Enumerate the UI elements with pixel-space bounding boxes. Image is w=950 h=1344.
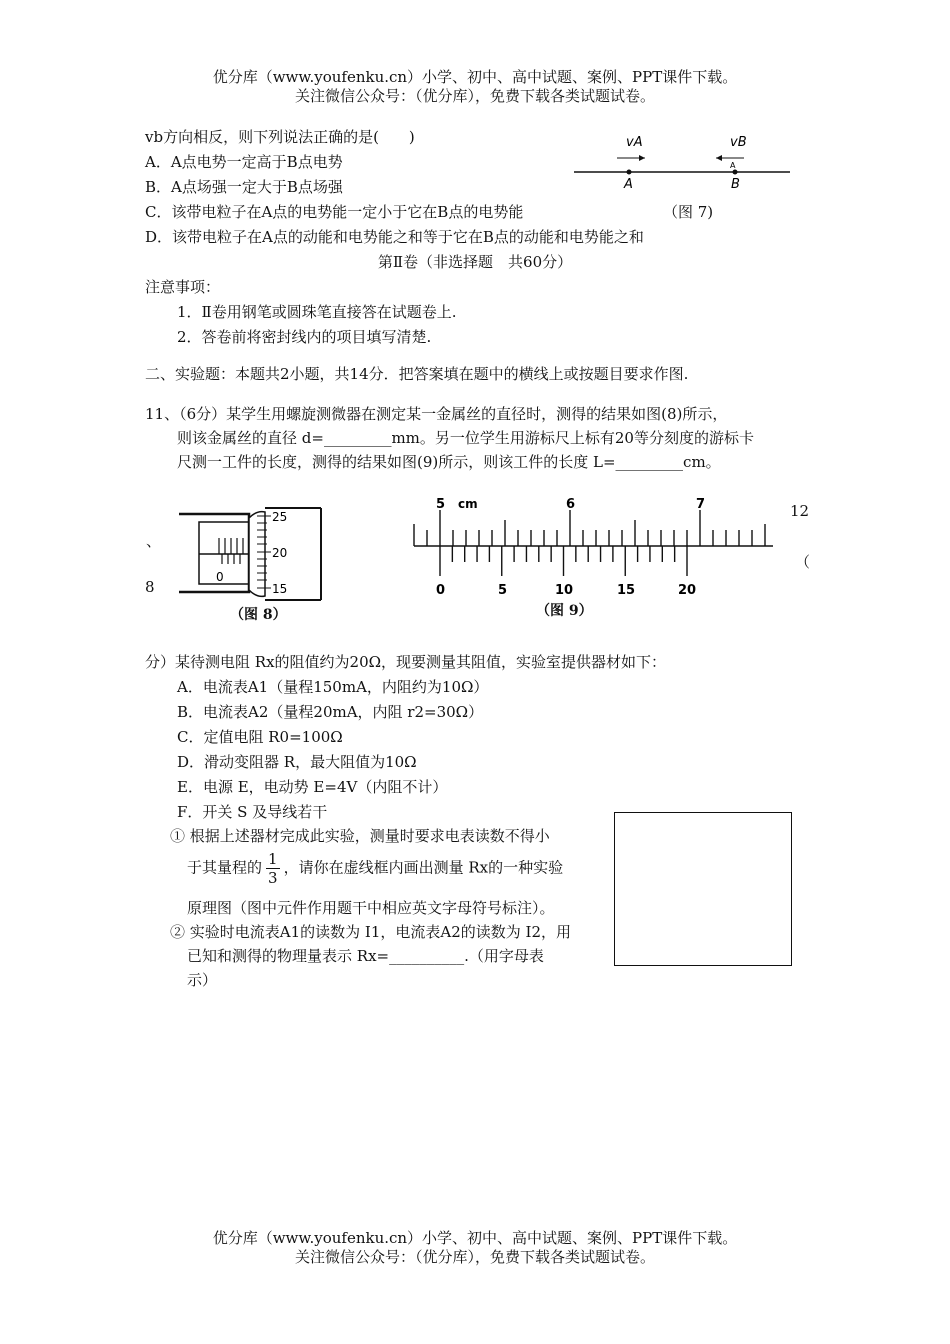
q12-sub2-line-a: ② 实验时电流表A1的读数为 I1，电流表A2的读数为 I2，用: [170, 923, 571, 941]
vernier-label-15: 15: [617, 583, 636, 598]
sleeve-label-0: 0: [216, 570, 224, 584]
fraction-numerator: 1: [268, 850, 278, 868]
side-paren: （: [795, 553, 811, 571]
figure-8-micrometer: [175, 502, 330, 602]
header-line-1: 优分库（www.youfenku.cn）小学、初中、高中试题、案例、PPT课件下载。: [212, 68, 738, 86]
label-point-b: B: [731, 177, 740, 192]
q10-stem: vb方向相反，则下列说法正确的是( ): [145, 128, 415, 146]
figure-7: [570, 128, 800, 198]
label-va: vA: [626, 135, 643, 150]
point-b-dot: [733, 170, 738, 175]
q12-sub1-line-a: ① 根据上述器材完成此实验，测量时要求电表读数不得小: [170, 827, 550, 845]
q10-option-c: C．该带电粒子在A点的电势能一定小于它在B点的电势能: [145, 203, 524, 221]
q12-intro: 分）某待测电阻 Rx的阻值约为20Ω，现要测量其阻值，实验室提供器材如下：: [145, 653, 667, 671]
sleeve-ticks: [219, 538, 243, 564]
micrometer-sleeve: [199, 522, 249, 584]
thimble-label-20: 20: [272, 546, 288, 560]
q12-option-f: F．开关 S 及导线若干: [177, 803, 328, 821]
q10-option-a: A．A点电势一定高于B点电势: [145, 153, 343, 171]
q12-sub1-line-b: [187, 850, 563, 887]
main-label-5: 5: [436, 497, 446, 512]
circuit-drawing-box[interactable]: [614, 812, 792, 966]
q12-sub1-post: ，请你在虚线框内画出测量 Rx的一种实验: [283, 858, 564, 877]
q12-option-e: E．电源 E，电动势 E=4V（内阻不计）: [177, 778, 448, 796]
fraction-denominator: 3: [268, 869, 278, 887]
section-title: 二、实验题：本题共2小题，共14分．把答案填在题中的横线上或按题目要求作图.: [145, 365, 689, 383]
label-small-a: A: [730, 161, 736, 170]
q10-option-d: D．该带电粒子在A点的动能和电势能之和等于它在B点的动能和电势能之和: [145, 228, 644, 246]
note-1: 1．Ⅱ卷用钢笔或圆珠笔直接答在试题卷上.: [177, 303, 457, 321]
side-number-12: 12: [790, 502, 810, 520]
label-vb: vB: [730, 135, 747, 150]
part2-title: 第Ⅱ卷（非选择题 共60分）: [377, 253, 573, 271]
figure-7-caption: （图 7): [663, 203, 714, 221]
q12-sub2-line-b: 已知和测得的物理量表示 Rx=__________.（用字母表: [187, 947, 544, 965]
figure-9-vernier: [408, 496, 780, 600]
fraction-one-third: [266, 850, 280, 887]
micrometer-frame: [179, 514, 249, 592]
thimble-label-25: 25: [272, 510, 288, 524]
q12-option-a: A．电流表A1（量程150mA，内阻约为10Ω）: [177, 678, 489, 696]
main-label-7: 7: [696, 497, 706, 512]
vernier-scale-ticks: [440, 546, 687, 576]
side-eight: 8: [145, 578, 155, 596]
figure-9-caption: （图 9）: [536, 603, 593, 619]
q11-line-1: 11、（6分）某学生用螺旋测微器在测定某一金属丝的直径时，测得的结果如图(8)所示，: [145, 405, 728, 423]
vernier-label-20: 20: [678, 583, 697, 598]
q12-option-d: D．滑动变阻器 R，最大阻值为10Ω: [177, 753, 417, 771]
point-a-dot: [627, 170, 632, 175]
q12-sub1-line-c: 原理图（图中元件作用题干中相应英文字母符号标注）。: [187, 899, 555, 917]
q11-line-3: 尺测一工件的长度，测得的结果如图(9)所示，则该工件的长度 L=_________cm。: [177, 453, 721, 471]
q12-sub2-line-c: 示）: [187, 971, 218, 989]
main-label-6: 6: [566, 497, 576, 512]
arrow-left-icon: [716, 155, 722, 161]
micrometer-thimble: [249, 512, 265, 597]
q12-option-b: B．电流表A2（量程20mA，内阻 r2=30Ω）: [177, 703, 484, 721]
main-label-cm: cm: [458, 497, 478, 511]
side-comma: 、: [146, 532, 162, 550]
thimble-label-15: 15: [272, 582, 288, 596]
vernier-label-5: 5: [498, 583, 508, 598]
arrow-right-icon: [639, 155, 645, 161]
header-line-2: 关注微信公众号：（优分库），免费下载各类试题试卷。: [294, 87, 655, 105]
notes-title: 注意事项：: [145, 278, 221, 296]
main-scale-ticks: [414, 510, 765, 546]
note-2: 2．答卷前将密封线内的项目填写清楚.: [177, 328, 432, 346]
q12-sub1-pre: 于其量程的: [187, 858, 263, 877]
label-point-a: A: [624, 177, 633, 192]
vernier-label-10: 10: [555, 583, 574, 598]
footer-line-2: 关注微信公众号：（优分库），免费下载各类试题试卷。: [294, 1248, 655, 1266]
vernier-label-0: 0: [436, 583, 446, 598]
q11-line-2: 则该金属丝的直径 d=_________mm。另一位学生用游标尺上标有20等分刻度的游标卡: [177, 429, 754, 447]
q12-option-c: C．定值电阻 R0=100Ω: [177, 728, 343, 746]
q10-option-b: B．A点场强一定大于B点场强: [145, 178, 343, 196]
figure-8-caption: （图 8）: [230, 607, 287, 623]
footer-line-1: 优分库（www.youfenku.cn）小学、初中、高中试题、案例、PPT课件下载。: [212, 1229, 738, 1247]
